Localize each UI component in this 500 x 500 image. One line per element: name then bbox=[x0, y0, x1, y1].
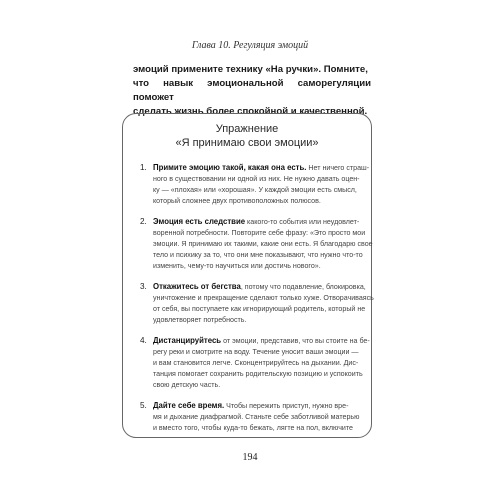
item-line: и вам становится легче. Сконцентрируйтесь на дыхании. Дис- bbox=[153, 359, 359, 367]
list-item bbox=[140, 216, 373, 272]
item-line: и вместо того, чтобы куда-то бежать, лягте на пол, включите bbox=[153, 424, 353, 432]
item-line: свою детскую часть. bbox=[153, 381, 221, 389]
item-line: ного в существовании ни одной из них. Не нужно давать оцен- bbox=[153, 175, 360, 183]
exercise-title-line1: Упражнение bbox=[215, 123, 279, 135]
item-line: Примите эмоцию такой, какая она есть. Нет ничего страш- bbox=[153, 163, 370, 172]
item-line: воренной потребности. Повторите себе фразу: «Это просто мои bbox=[153, 229, 366, 237]
list-item bbox=[140, 162, 370, 207]
item-number: 2. bbox=[140, 217, 147, 226]
list-item bbox=[140, 335, 370, 391]
item-line: удовлетворяет потребность. bbox=[153, 316, 247, 324]
list-item bbox=[140, 400, 360, 434]
item-line: Откажитесь от бегства, потому что подавление, блокировка, bbox=[153, 282, 366, 291]
intro-line: эмоций примените технику «На ручки». Помните, bbox=[133, 64, 368, 75]
item-number: 4. bbox=[140, 336, 147, 345]
running-header: Глава 10. Регуляция эмоций bbox=[191, 40, 309, 51]
intro-line: сделать жизнь более спокойной и качественной. bbox=[133, 106, 368, 117]
item-bold-lead: Примите эмоцию такой, какая она есть. bbox=[153, 163, 307, 172]
item-line: изменить, чему-то научиться или достичь нового». bbox=[153, 262, 321, 270]
item-line: регу реки и смотрите на воду. Течение уносит ваши эмоции — bbox=[153, 348, 359, 356]
item-line: тело и психику за то, что они мне показывают, что нужно что-то bbox=[153, 251, 363, 259]
exercise-title bbox=[122, 122, 372, 150]
item-line: Дистанцируйтесь от эмоции, представив, что вы стоите на бе- bbox=[153, 336, 370, 345]
exercise-list bbox=[140, 162, 374, 443]
intro-line: что навык эмоциональной саморегуляции поможет bbox=[133, 78, 371, 103]
item-bold-lead: Дистанцируйтесь bbox=[153, 336, 222, 345]
page-number: 194 bbox=[242, 452, 258, 463]
item-line: мя и дыхание диафрагмой. Станьте себе заботливой матерью bbox=[153, 413, 360, 421]
item-line: Эмоция есть следствие какого-то события или неудовлет- bbox=[153, 217, 360, 226]
exercise-title-line2: «Я принимаю свои эмоции» bbox=[175, 137, 319, 149]
item-line: который сложнее двух противоположных полюсов. bbox=[153, 197, 321, 205]
item-bold-lead: Откажитесь от бегства bbox=[153, 282, 241, 291]
item-line: эмоции. Я принимаю их такими, какие они есть. Я благодарю свое bbox=[153, 240, 373, 248]
item-number: 5. bbox=[140, 401, 147, 410]
item-line: уничтожение и прекращение сделают только хуже. Отворачиваясь bbox=[153, 294, 374, 302]
intro-paragraph bbox=[133, 63, 371, 119]
list-item bbox=[140, 281, 374, 326]
item-line: ку — «плохая» или «хорошая». У каждой эмоции есть смысл, bbox=[153, 186, 357, 194]
item-number: 3. bbox=[140, 282, 147, 291]
item-bold-lead: Дайте себе время. bbox=[153, 401, 225, 410]
item-line: Дайте себе время. Чтобы пережить приступ, нужно вре- bbox=[153, 401, 349, 410]
item-line: от себя, вы поступаете как игнорирующий родитель, который не bbox=[153, 305, 366, 313]
item-bold-lead: Эмоция есть следствие bbox=[153, 217, 246, 226]
item-line: танция помогает сохранить родительскую позицию и успокоить bbox=[153, 370, 363, 378]
item-number: 1. bbox=[140, 163, 147, 172]
